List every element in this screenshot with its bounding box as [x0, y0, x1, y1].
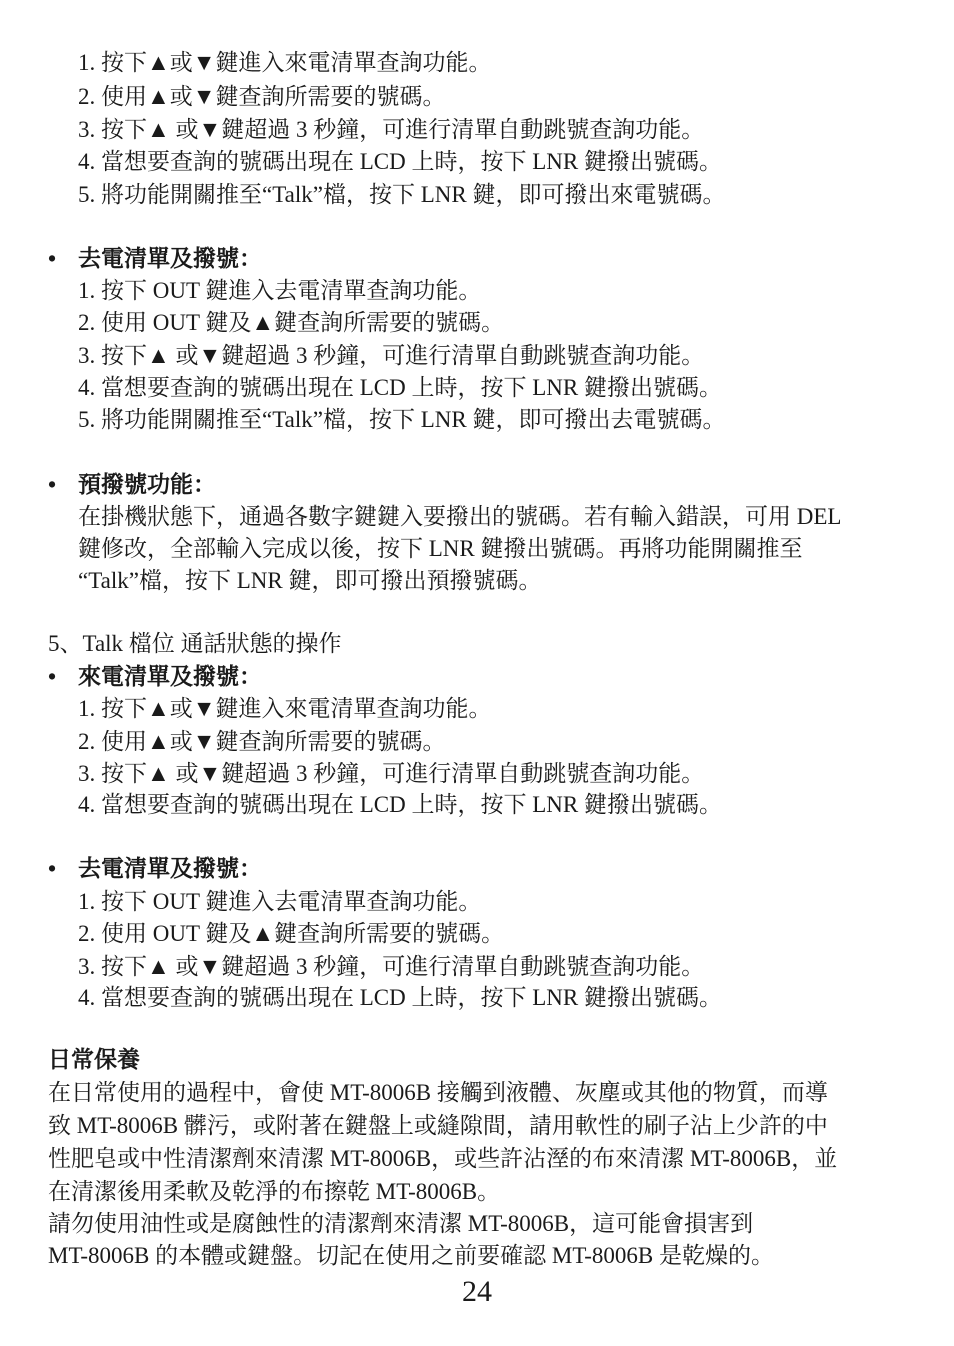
list-item: 1. 按下 OUT 鍵進入去電清單查詢功能。	[78, 278, 482, 303]
list-item: 4. 當想要查詢的號碼出現在 LCD 上時，按下 LNR 鍵撥出號碼。	[78, 149, 722, 174]
bullet-icon: •	[48, 664, 57, 689]
paragraph-line: MT-8006B 的本體或鍵盤。切記在使用之前要確認 MT-8006B 是乾燥的。	[48, 1243, 775, 1268]
bullet-icon: •	[48, 856, 57, 881]
section-title: 來電清單及撥號：	[78, 664, 262, 689]
list-item: 5. 將功能開關推至“Talk”檔，按下 LNR 鍵，即可撥出去電號碼。	[78, 407, 726, 432]
list-item: 1. 按下▲或▼鍵進入來電清單查詢功能。	[78, 50, 492, 75]
list-item: 1. 按下 OUT 鍵進入去電清單查詢功能。	[78, 889, 482, 914]
section-heading-incoming	[48, 662, 262, 692]
list-item: 3. 按下▲ 或▼鍵超過 3 秒鐘，可進行清單自動跳號查詢功能。	[78, 954, 705, 979]
paragraph-line: 在掛機狀態下，通過各數字鍵鍵入要撥出的號碼。若有輸入錯誤，可用 DEL	[78, 504, 842, 529]
bullet-icon: •	[48, 246, 57, 271]
paragraph-line: “Talk”檔，按下 LNR 鍵，即可撥出預撥號碼。	[78, 568, 542, 593]
paragraph-line: 在清潔後用柔軟及乾淨的布擦乾 MT-8006B。	[48, 1179, 501, 1204]
paragraph-line: 性肥皂或中性清潔劑來清潔 MT-8006B，或些許沾溼的布來清潔 MT-8006B，並	[48, 1146, 838, 1171]
list-item: 4. 當想要查詢的號碼出現在 LCD 上時，按下 LNR 鍵撥出號碼。	[78, 985, 722, 1010]
list-item: 5. 將功能開關推至“Talk”檔，按下 LNR 鍵，即可撥出來電號碼。	[78, 182, 726, 207]
section-heading-predial	[48, 470, 216, 500]
list-item: 4. 當想要查詢的號碼出現在 LCD 上時，按下 LNR 鍵撥出號碼。	[78, 375, 722, 400]
paragraph-line: 致 MT-8006B 髒污，或附著在鍵盤上或縫隙間，請用軟性的刷子沾上少許的中	[48, 1113, 828, 1138]
bullet-icon: •	[48, 472, 57, 497]
list-item: 3. 按下▲ 或▼鍵超過 3 秒鐘，可進行清單自動跳號查詢功能。	[78, 761, 705, 786]
paragraph-line: 鍵修改，全部輸入完成以後，按下 LNR 鍵撥出號碼。再將功能開關推至	[78, 536, 803, 561]
list-item: 3. 按下▲ 或▼鍵超過 3 秒鐘，可進行清單自動跳號查詢功能。	[78, 117, 705, 142]
list-item: 1. 按下▲或▼鍵進入來電清單查詢功能。	[78, 696, 492, 721]
list-item: 3. 按下▲ 或▼鍵超過 3 秒鐘，可進行清單自動跳號查詢功能。	[78, 343, 705, 368]
section-5-heading: 5、Talk 檔位 通話狀態的操作	[48, 631, 342, 656]
section-title: 去電清單及撥號：	[78, 856, 262, 881]
list-item: 2. 使用▲或▼鍵查詢所需要的號碼。	[78, 729, 446, 754]
maintenance-title: 日常保養	[48, 1047, 140, 1072]
section-title: 預撥號功能：	[78, 472, 216, 497]
section-title: 去電清單及撥號：	[78, 246, 262, 271]
list-item: 2. 使用 OUT 鍵及▲鍵查詢所需要的號碼。	[78, 310, 505, 335]
paragraph-line: 請勿使用油性或是腐蝕性的清潔劑來清潔 MT-8006B，這可能會損害到	[48, 1211, 754, 1236]
list-item: 4. 當想要查詢的號碼出現在 LCD 上時，按下 LNR 鍵撥出號碼。	[78, 792, 722, 817]
list-item: 2. 使用 OUT 鍵及▲鍵查詢所需要的號碼。	[78, 921, 505, 946]
list-item: 2. 使用▲或▼鍵查詢所需要的號碼。	[78, 84, 446, 109]
section-heading-outgoing	[48, 854, 262, 884]
page-number: 24	[462, 1275, 492, 1308]
paragraph-line: 在日常使用的過程中，會使 MT-8006B 接觸到液體、灰塵或其他的物質，而導	[48, 1080, 828, 1105]
section-heading-outgoing	[48, 244, 262, 274]
